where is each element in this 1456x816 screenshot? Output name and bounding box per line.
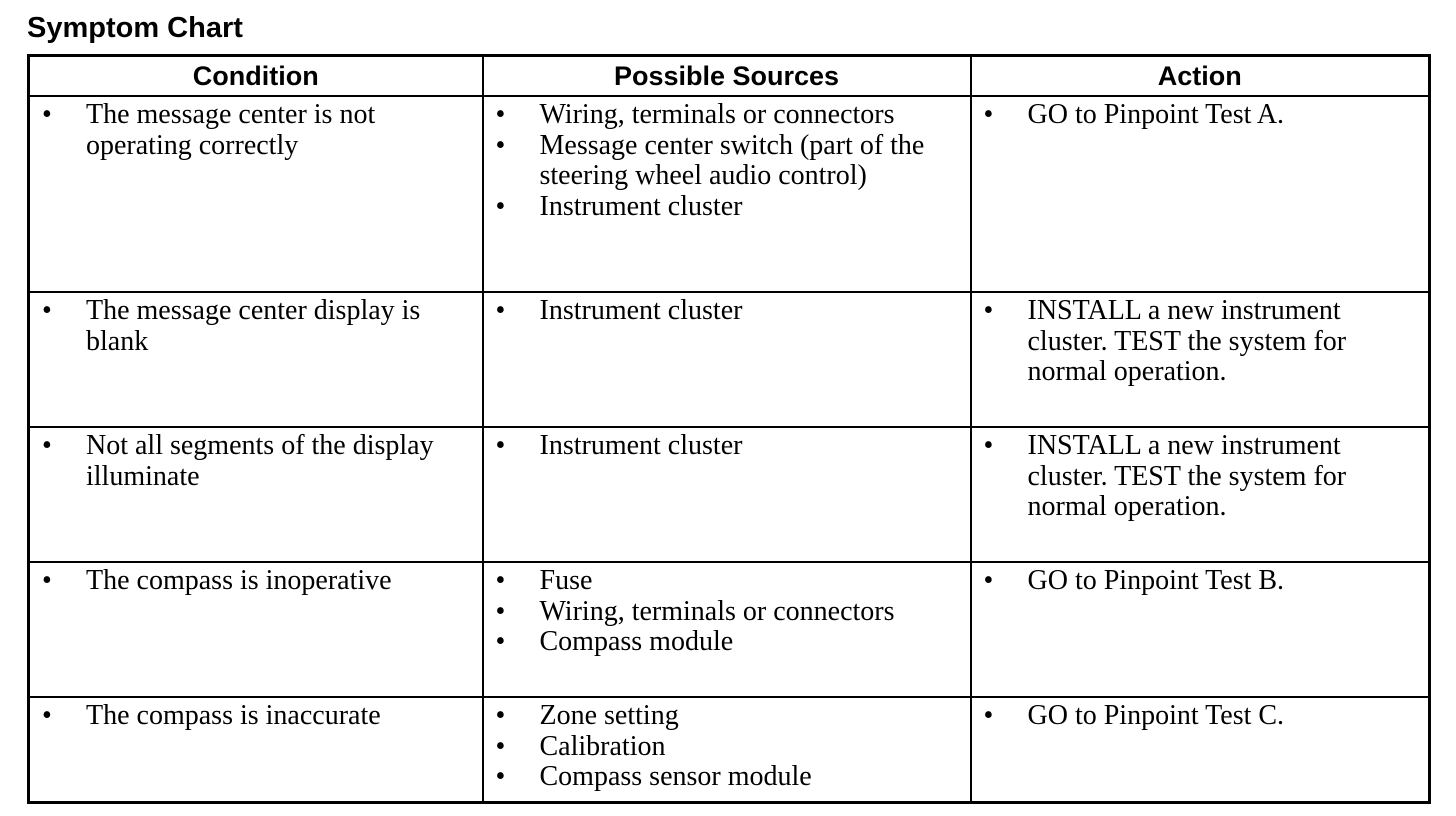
column-header-action: Action: [971, 56, 1430, 97]
list-item: • INSTALL a new instrument cluster. TEST the system for normal operation.: [984, 296, 1419, 388]
possible-sources-cell: [483, 96, 971, 292]
list-item: • The message center is not operating correctly: [42, 100, 472, 161]
condition-cell: [29, 427, 483, 562]
condition-cell: [29, 562, 483, 697]
list-item: • Fuse: [496, 566, 960, 597]
list-item: • The message center display is blank: [42, 296, 472, 357]
list-item: • Not all segments of the display illuminate: [42, 431, 472, 492]
condition-cell: [29, 96, 483, 292]
list-item: • Compass module: [496, 627, 960, 658]
action-cell: [971, 292, 1430, 427]
column-header-possible-sources: Possible Sources: [483, 56, 971, 97]
list-item: • The compass is inoperative: [42, 566, 472, 597]
possible-sources-cell: [483, 427, 971, 562]
list-item: • The compass is inaccurate: [42, 701, 472, 732]
condition-cell: [29, 697, 483, 803]
list-item: • Instrument cluster: [496, 192, 960, 223]
list-item: • Wiring, terminals or connectors: [496, 100, 960, 131]
action-cell: [971, 697, 1430, 803]
possible-sources-cell: [483, 562, 971, 697]
action-cell: [971, 562, 1430, 697]
action-cell: [971, 96, 1430, 292]
list-item: • Compass sensor module: [496, 762, 960, 793]
table-row: [29, 427, 1430, 562]
table-header-row: [29, 56, 1430, 97]
list-item: • GO to Pinpoint Test C.: [984, 701, 1419, 732]
table-row: [29, 292, 1430, 427]
list-item: • Wiring, terminals or connectors: [496, 597, 960, 628]
list-item: • GO to Pinpoint Test A.: [984, 100, 1419, 131]
column-header-condition: Condition: [29, 56, 483, 97]
table-row: [29, 96, 1430, 292]
list-item: • Message center switch (part of the steering wheel audio control): [496, 131, 960, 192]
list-item: • Zone setting: [496, 701, 960, 732]
list-item: • Instrument cluster: [496, 296, 960, 327]
page-title: Symptom Chart: [27, 12, 243, 44]
list-item: • Calibration: [496, 732, 960, 763]
condition-cell: [29, 292, 483, 427]
possible-sources-cell: [483, 292, 971, 427]
possible-sources-cell: [483, 697, 971, 803]
table-row: [29, 697, 1430, 803]
list-item: • INSTALL a new instrument cluster. TEST the system for normal operation.: [984, 431, 1419, 523]
list-item: • Instrument cluster: [496, 431, 960, 462]
list-item: • GO to Pinpoint Test B.: [984, 566, 1419, 597]
action-cell: [971, 427, 1430, 562]
symptom-chart-table: [27, 54, 1431, 804]
table-row: [29, 562, 1430, 697]
